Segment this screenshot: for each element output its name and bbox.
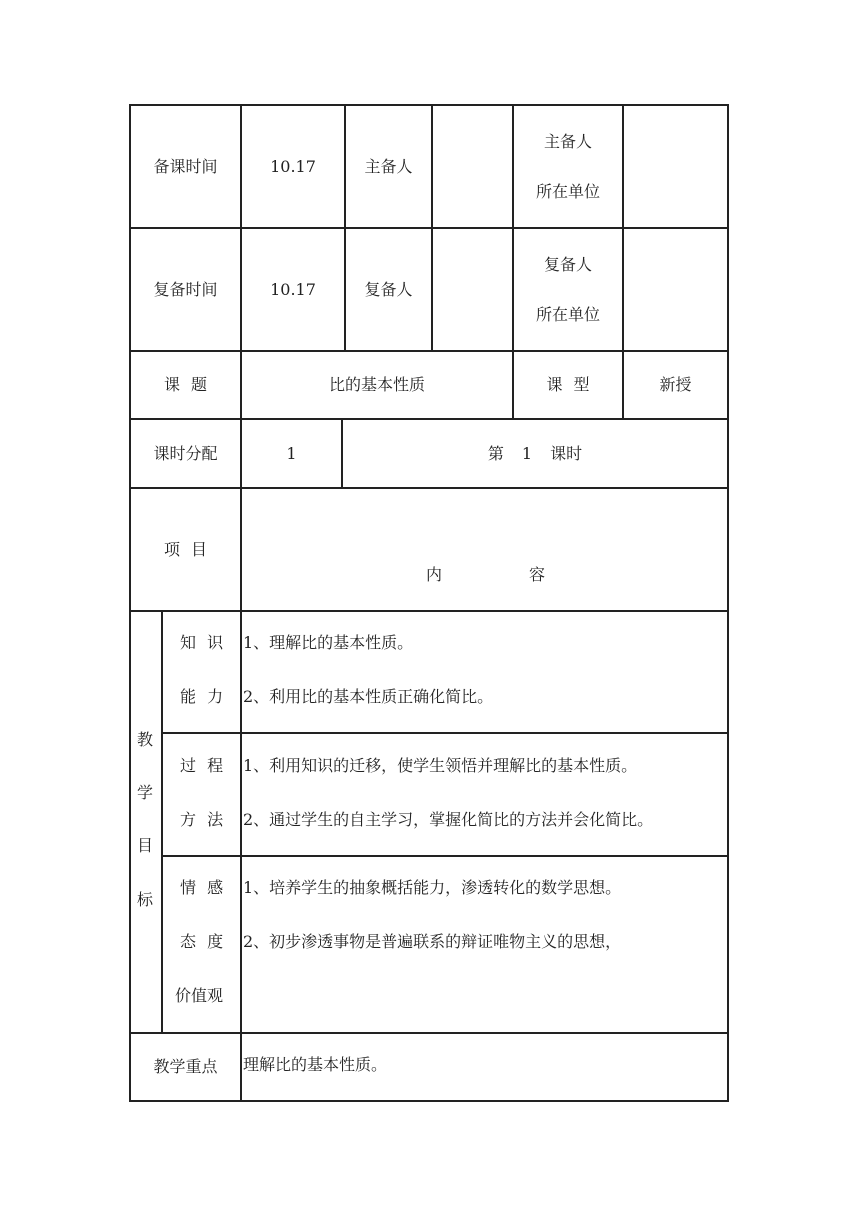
objectives-group-char-4: 标 (137, 890, 154, 909)
teaching-key-value: 理解比的基本性质。 (243, 1055, 388, 1074)
emotion-label-line1: 情 感 (180, 878, 224, 897)
emotion-label-line2: 态 度 (180, 932, 224, 951)
prep-date: 10.17 (270, 156, 316, 176)
process-label-line2: 方 法 (180, 810, 224, 829)
prep-time-label: 备课时间 (153, 156, 218, 176)
content-header-b: 容 (529, 565, 546, 584)
main-preparer-unit-value (623, 105, 728, 228)
objectives-group-char-1: 教 (137, 730, 154, 749)
unit-label-line1: 复备人 (543, 254, 592, 274)
period-count: 1 (286, 443, 297, 463)
objectives-group-char-2: 学 (137, 783, 154, 802)
objectives-group-char-3: 目 (137, 836, 154, 855)
reviewer-unit-label (513, 228, 623, 351)
reviewer-value (432, 228, 513, 351)
unit-label-line2: 所在单位 (535, 181, 600, 201)
reviewer-label: 复备人 (364, 279, 413, 299)
period-prefix: 第 (487, 443, 504, 463)
knowledge-item-1: 1、理解比的基本性质。 (243, 633, 414, 652)
knowledge-label-line1: 知 识 (180, 633, 224, 652)
reviewer-unit-value (623, 228, 728, 351)
process-item-2: 2、通过学生的自主学习，掌握化简比的方法并会化简比。 (243, 810, 654, 829)
emotion-item-2: 2、初步渗透事物是普遍联系的辩证唯物主义的思想， (243, 932, 622, 951)
teaching-key-label: 教学重点 (153, 1057, 218, 1076)
item-label: 项 目 (163, 539, 208, 559)
unit-label-line2: 所在单位 (535, 304, 600, 324)
period-suffix: 课时 (550, 443, 583, 463)
topic-value: 比的基本性质 (328, 375, 425, 394)
main-preparer-value (432, 105, 513, 228)
period-allocation-label: 课时分配 (153, 443, 218, 463)
review-date: 10.17 (270, 279, 316, 299)
main-preparer-unit-label (513, 105, 623, 228)
lesson-type-value: 新授 (659, 375, 692, 394)
unit-label-line1: 主备人 (543, 131, 592, 151)
emotion-label-line3: 价值观 (175, 986, 224, 1005)
main-preparer-label: 主备人 (364, 156, 413, 176)
lesson-type-label: 课 型 (546, 375, 590, 394)
emotion-item-1: 1、培养学生的抽象概括能力，渗透转化的数学思想。 (243, 878, 622, 897)
topic-label: 课 题 (163, 375, 208, 394)
process-label-line1: 过 程 (180, 756, 224, 775)
content-header-a: 内 (426, 565, 443, 584)
knowledge-item-2: 2、利用比的基本性质正确化简比。 (243, 687, 494, 706)
period-number (342, 419, 728, 488)
review-time-label: 复备时间 (153, 279, 218, 299)
process-item-1: 1、利用知识的迁移，使学生领悟并理解比的基本性质。 (243, 756, 638, 775)
period-num: 1 (521, 443, 533, 463)
knowledge-label-line2: 能 力 (180, 687, 224, 706)
